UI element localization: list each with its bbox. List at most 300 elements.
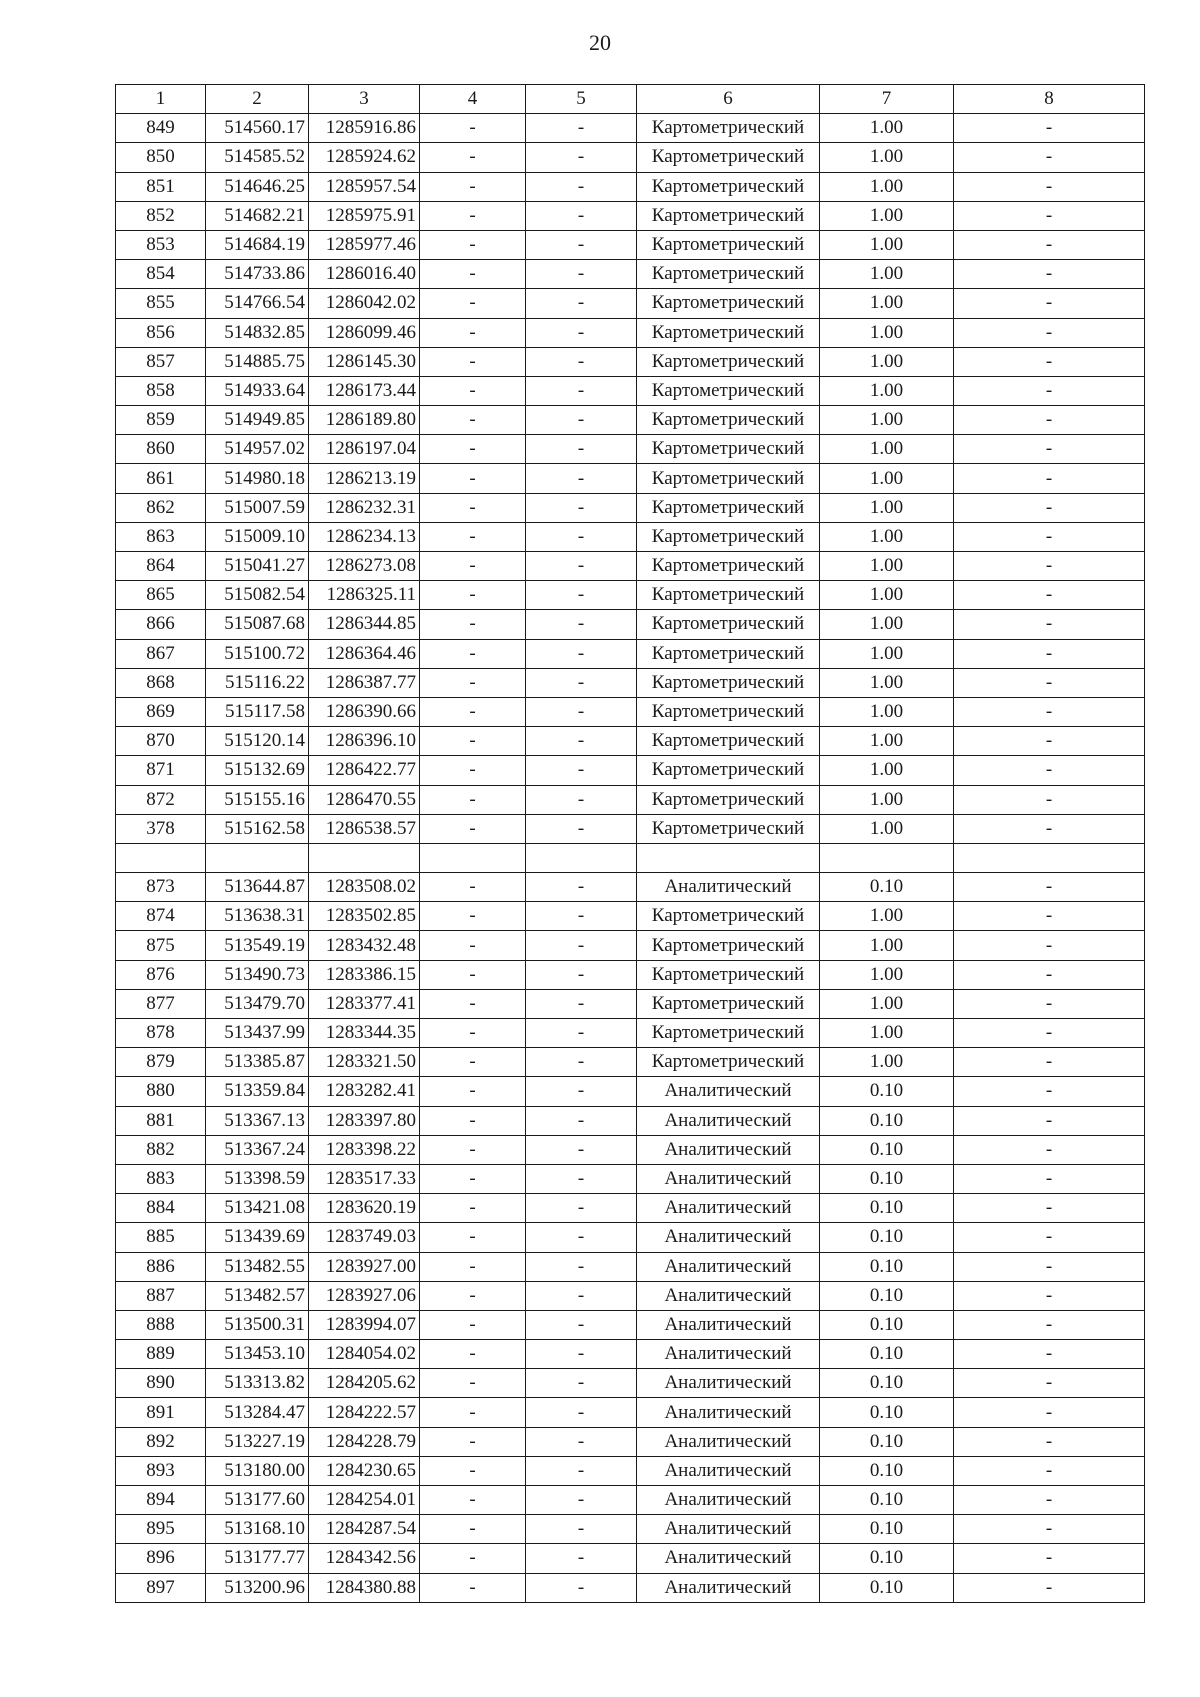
table-cell: -	[420, 960, 526, 989]
table-row	[116, 347, 1145, 376]
table-cell: -	[954, 1456, 1145, 1485]
table-cell: 1.00	[820, 1048, 954, 1077]
table-row	[116, 1427, 1145, 1456]
table-cell: -	[954, 1515, 1145, 1544]
table-cell: 513367.13	[206, 1106, 309, 1135]
table-row	[116, 1310, 1145, 1339]
table-row	[116, 1340, 1145, 1369]
table-cell: -	[420, 581, 526, 610]
table-cell: 1284287.54	[309, 1515, 420, 1544]
table-cell: 513644.87	[206, 873, 309, 902]
table-cell: -	[954, 1106, 1145, 1135]
table-cell: -	[526, 697, 637, 726]
table-cell: 1284342.56	[309, 1544, 420, 1573]
table-cell: 889	[116, 1340, 206, 1369]
table-cell: 1285977.46	[309, 230, 420, 259]
table-cell: 1284054.02	[309, 1340, 420, 1369]
table-cell: Картометрический	[637, 230, 820, 259]
table-cell: 514733.86	[206, 260, 309, 289]
table-cell: 1283321.50	[309, 1048, 420, 1077]
table-cell: 0.10	[820, 1194, 954, 1223]
table-cell: 0.10	[820, 1340, 954, 1369]
table-cell: 515007.59	[206, 493, 309, 522]
table-cell: -	[954, 581, 1145, 610]
table-cell: 515041.27	[206, 552, 309, 581]
table-cell: -	[954, 668, 1145, 697]
table-cell: 894	[116, 1486, 206, 1515]
table-cell: 896	[116, 1544, 206, 1573]
table-cell: 514682.21	[206, 201, 309, 230]
table-cell: 850	[116, 143, 206, 172]
table-cell: -	[526, 260, 637, 289]
table-cell: -	[954, 989, 1145, 1018]
table-cell: -	[526, 1194, 637, 1223]
table-cell: 1.00	[820, 1019, 954, 1048]
table-cell: 1286390.66	[309, 697, 420, 726]
table-cell: 1.00	[820, 785, 954, 814]
table-cell: -	[954, 1427, 1145, 1456]
table-cell: -	[526, 143, 637, 172]
table-row	[116, 552, 1145, 581]
table-cell: 1286189.80	[309, 406, 420, 435]
table-cell: 1286197.04	[309, 435, 420, 464]
table-cell: -	[420, 1223, 526, 1252]
table-cell: -	[420, 1456, 526, 1485]
table-cell: -	[420, 201, 526, 230]
table-cell: 515155.16	[206, 785, 309, 814]
table-cell: Аналитический	[637, 1310, 820, 1339]
table-cell: 1283620.19	[309, 1194, 420, 1223]
table-cell: 895	[116, 1515, 206, 1544]
table-cell: 872	[116, 785, 206, 814]
table-cell: -	[526, 318, 637, 347]
table-cell: 514885.75	[206, 347, 309, 376]
table-cell: -	[526, 1369, 637, 1398]
table-cell: 881	[116, 1106, 206, 1135]
table-cell: 1.00	[820, 639, 954, 668]
table-cell: 861	[116, 464, 206, 493]
table-cell: -	[954, 114, 1145, 143]
table-cell: 513177.77	[206, 1544, 309, 1573]
table-cell: -	[526, 668, 637, 697]
table-row	[116, 960, 1145, 989]
table-cell: 1286232.31	[309, 493, 420, 522]
table-cell: 0.10	[820, 1223, 954, 1252]
table-cell: 851	[116, 172, 206, 201]
table-cell: 513284.47	[206, 1398, 309, 1427]
table-cell: Картометрический	[637, 552, 820, 581]
table-cell: -	[420, 1310, 526, 1339]
table-cell: -	[420, 522, 526, 551]
table-cell: 514832.85	[206, 318, 309, 347]
table-cell: -	[526, 552, 637, 581]
table-row	[116, 172, 1145, 201]
table-cell: Картометрический	[637, 581, 820, 610]
table-cell: -	[420, 697, 526, 726]
coordinates-table	[115, 84, 1145, 1603]
table-cell: 1284254.01	[309, 1486, 420, 1515]
table-cell: 1.00	[820, 902, 954, 931]
table-cell: -	[420, 1252, 526, 1281]
table-cell: 859	[116, 406, 206, 435]
table-cell: -	[954, 960, 1145, 989]
table-row	[116, 318, 1145, 347]
table-cell: -	[420, 989, 526, 1018]
table-cell: 0.10	[820, 1456, 954, 1485]
table-cell: 1283398.22	[309, 1135, 420, 1164]
table-cell: 514949.85	[206, 406, 309, 435]
table-cell: 513439.69	[206, 1223, 309, 1252]
table-cell: 513180.00	[206, 1456, 309, 1485]
table-cell: -	[526, 522, 637, 551]
table-cell: 0.10	[820, 1252, 954, 1281]
table-cell: -	[954, 347, 1145, 376]
table-row	[116, 814, 1145, 843]
table-cell: 879	[116, 1048, 206, 1077]
table-cell: 515082.54	[206, 581, 309, 610]
table-cell: -	[954, 464, 1145, 493]
table-cell: Картометрический	[637, 143, 820, 172]
table-row	[116, 435, 1145, 464]
table-row	[116, 1048, 1145, 1077]
table-row	[116, 727, 1145, 756]
table-cell: 1283508.02	[309, 873, 420, 902]
table-cell: 0.10	[820, 1544, 954, 1573]
table-cell: 513453.10	[206, 1340, 309, 1369]
table-cell: 515116.22	[206, 668, 309, 697]
table-cell: -	[526, 347, 637, 376]
table-cell: -	[526, 289, 637, 318]
table-cell: 1285916.86	[309, 114, 420, 143]
table-cell: 1.00	[820, 697, 954, 726]
table-cell: 513177.60	[206, 1486, 309, 1515]
table-cell: -	[526, 1398, 637, 1427]
table-cell: 1.00	[820, 406, 954, 435]
table-cell: -	[954, 1019, 1145, 1048]
table-cell: 1.00	[820, 143, 954, 172]
table-cell: -	[420, 1398, 526, 1427]
table-cell: -	[420, 1544, 526, 1573]
table-cell: 1283502.85	[309, 902, 420, 931]
table-cell: 1285975.91	[309, 201, 420, 230]
page-number: 20	[589, 30, 611, 55]
table-cell: -	[526, 1135, 637, 1164]
table-cell: 513479.70	[206, 989, 309, 1018]
table-cell: 1284380.88	[309, 1573, 420, 1602]
table-cell: -	[526, 756, 637, 785]
table-cell: 513313.82	[206, 1369, 309, 1398]
table-row	[116, 843, 1145, 872]
table-row	[116, 522, 1145, 551]
table-cell: 1286145.30	[309, 347, 420, 376]
table-cell: -	[526, 1486, 637, 1515]
table-cell: 1283344.35	[309, 1019, 420, 1048]
table-cell: -	[420, 1486, 526, 1515]
table-cell: 513490.73	[206, 960, 309, 989]
table-cell: 0.10	[820, 1310, 954, 1339]
table-cell: Картометрический	[637, 1019, 820, 1048]
table-cell: 1285957.54	[309, 172, 420, 201]
table-row	[116, 756, 1145, 785]
table-cell: 1.00	[820, 376, 954, 405]
table-cell: -	[420, 1106, 526, 1135]
table-cell: 865	[116, 581, 206, 610]
table-cell: 1286173.44	[309, 376, 420, 405]
table-cell: Аналитический	[637, 873, 820, 902]
table-cell: 513359.84	[206, 1077, 309, 1106]
table-cell: 515009.10	[206, 522, 309, 551]
column-header: 8	[954, 85, 1145, 114]
table-cell: Картометрический	[637, 435, 820, 464]
table-cell: -	[954, 902, 1145, 931]
table-cell: -	[526, 727, 637, 756]
table-cell: -	[954, 727, 1145, 756]
table-cell: 514560.17	[206, 114, 309, 143]
table-cell: -	[954, 639, 1145, 668]
table-cell: -	[954, 756, 1145, 785]
table-cell: -	[420, 552, 526, 581]
table-cell: 1286538.57	[309, 814, 420, 843]
table-cell: -	[954, 143, 1145, 172]
table-cell: Аналитический	[637, 1077, 820, 1106]
table-cell: Аналитический	[637, 1164, 820, 1193]
table-cell: 849	[116, 114, 206, 143]
table-cell: 1.00	[820, 230, 954, 259]
table-cell: 866	[116, 610, 206, 639]
table-cell: -	[420, 931, 526, 960]
table-cell: Картометрический	[637, 318, 820, 347]
table-cell: -	[420, 1369, 526, 1398]
table-cell: 515162.58	[206, 814, 309, 843]
table-cell: 858	[116, 376, 206, 405]
table-cell: -	[954, 1310, 1145, 1339]
table-cell: 883	[116, 1164, 206, 1193]
table-cell: Картометрический	[637, 493, 820, 522]
table-cell: -	[420, 406, 526, 435]
table-cell: 1283749.03	[309, 1223, 420, 1252]
table-cell: 1.00	[820, 931, 954, 960]
column-header: 4	[420, 85, 526, 114]
table-cell: -	[954, 1544, 1145, 1573]
table-cell: -	[420, 114, 526, 143]
table-cell: 871	[116, 756, 206, 785]
table-cell: 513398.59	[206, 1164, 309, 1193]
table-cell: -	[420, 727, 526, 756]
table-cell: -	[954, 1194, 1145, 1223]
table-cell: -	[526, 376, 637, 405]
table-cell: 1286344.85	[309, 610, 420, 639]
table-cell: 893	[116, 1456, 206, 1485]
table-cell: 513168.10	[206, 1515, 309, 1544]
table-cell: -	[954, 785, 1145, 814]
table-cell: 514933.64	[206, 376, 309, 405]
table-cell	[637, 843, 820, 872]
column-header: 2	[206, 85, 309, 114]
table-cell: 1.00	[820, 347, 954, 376]
table-cell: -	[954, 697, 1145, 726]
table-cell: -	[954, 1369, 1145, 1398]
table-row	[116, 1019, 1145, 1048]
table-cell: -	[420, 435, 526, 464]
table-cell: 855	[116, 289, 206, 318]
table-cell: -	[420, 493, 526, 522]
table-cell: -	[420, 1573, 526, 1602]
table-cell: 513437.99	[206, 1019, 309, 1048]
table-cell: 513227.19	[206, 1427, 309, 1456]
table-cell: Аналитический	[637, 1427, 820, 1456]
table-cell: 0.10	[820, 1573, 954, 1602]
table-cell: Картометрический	[637, 347, 820, 376]
table-cell: 1284228.79	[309, 1427, 420, 1456]
table-cell: -	[954, 1573, 1145, 1602]
table-cell: 1283994.07	[309, 1310, 420, 1339]
table-row	[116, 873, 1145, 902]
table-row	[116, 989, 1145, 1018]
table-cell	[116, 843, 206, 872]
table-cell: Картометрический	[637, 376, 820, 405]
table-cell	[954, 843, 1145, 872]
table-row	[116, 931, 1145, 960]
table-cell	[820, 843, 954, 872]
table-cell: 0.10	[820, 1281, 954, 1310]
table-cell: -	[526, 114, 637, 143]
table-cell: 885	[116, 1223, 206, 1252]
table-cell: -	[954, 873, 1145, 902]
table-cell: 513549.19	[206, 931, 309, 960]
table-cell: -	[954, 1398, 1145, 1427]
table-row	[116, 1194, 1145, 1223]
table-cell: -	[526, 1427, 637, 1456]
table-cell: Картометрический	[637, 1048, 820, 1077]
table-cell: 868	[116, 668, 206, 697]
table-cell: 887	[116, 1281, 206, 1310]
table-row	[116, 1486, 1145, 1515]
table-cell: -	[526, 1515, 637, 1544]
table-cell: 888	[116, 1310, 206, 1339]
table-cell: -	[526, 1223, 637, 1252]
table-cell: 856	[116, 318, 206, 347]
table-cell: -	[526, 1077, 637, 1106]
table-cell: 854	[116, 260, 206, 289]
table-cell: 884	[116, 1194, 206, 1223]
table-cell: -	[526, 1544, 637, 1573]
table-cell: Картометрический	[637, 289, 820, 318]
table-cell: Аналитический	[637, 1456, 820, 1485]
table-cell: Картометрический	[637, 902, 820, 931]
table-cell: 890	[116, 1369, 206, 1398]
table-row	[116, 114, 1145, 143]
table-row	[116, 785, 1145, 814]
table-cell: 886	[116, 1252, 206, 1281]
table-cell: 514957.02	[206, 435, 309, 464]
table-row	[116, 1369, 1145, 1398]
table-cell: 892	[116, 1427, 206, 1456]
table-cell: -	[420, 814, 526, 843]
table-cell: Картометрический	[637, 727, 820, 756]
table-cell: -	[526, 1310, 637, 1339]
table-cell: 515117.58	[206, 697, 309, 726]
table-cell	[420, 843, 526, 872]
table-row	[116, 610, 1145, 639]
table-cell: -	[420, 668, 526, 697]
table-cell: -	[420, 873, 526, 902]
table-cell: 0.10	[820, 1427, 954, 1456]
table-cell: 1283927.06	[309, 1281, 420, 1310]
table-cell: -	[526, 931, 637, 960]
table-cell: 1286234.13	[309, 522, 420, 551]
table-cell: Картометрический	[637, 785, 820, 814]
table-cell: -	[420, 1048, 526, 1077]
table-cell: Картометрический	[637, 610, 820, 639]
table-cell: -	[526, 435, 637, 464]
table-cell: 1283432.48	[309, 931, 420, 960]
table-row	[116, 1164, 1145, 1193]
table-cell: 515120.14	[206, 727, 309, 756]
column-header: 3	[309, 85, 420, 114]
table-cell: -	[526, 960, 637, 989]
table-cell: -	[526, 785, 637, 814]
table-cell: 867	[116, 639, 206, 668]
table-cell: -	[954, 1164, 1145, 1193]
table-cell: -	[420, 260, 526, 289]
table-cell: 1.00	[820, 960, 954, 989]
table-cell: 514684.19	[206, 230, 309, 259]
table-row	[116, 1077, 1145, 1106]
table-cell: 862	[116, 493, 206, 522]
table-row	[116, 260, 1145, 289]
table-cell: 0.10	[820, 1369, 954, 1398]
table-cell: -	[526, 230, 637, 259]
table-cell: -	[954, 1135, 1145, 1164]
table-cell: Картометрический	[637, 668, 820, 697]
table-cell: -	[526, 201, 637, 230]
table-cell: 1283927.00	[309, 1252, 420, 1281]
table-cell: 875	[116, 931, 206, 960]
table-cell: 513482.55	[206, 1252, 309, 1281]
table-cell: -	[420, 902, 526, 931]
table-cell: 0.10	[820, 1486, 954, 1515]
table-cell: -	[954, 201, 1145, 230]
table-cell: -	[420, 347, 526, 376]
table-cell: 1.00	[820, 464, 954, 493]
table-cell: 878	[116, 1019, 206, 1048]
table-cell: -	[526, 1019, 637, 1048]
table-row	[116, 1515, 1145, 1544]
table-cell: -	[954, 814, 1145, 843]
table-cell: 1.00	[820, 522, 954, 551]
table-row	[116, 1223, 1145, 1252]
table-cell: 513638.31	[206, 902, 309, 931]
table-cell: 1283397.80	[309, 1106, 420, 1135]
table-cell: 1283377.41	[309, 989, 420, 1018]
table-cell: -	[954, 260, 1145, 289]
table-row	[116, 1252, 1145, 1281]
table-cell: Аналитический	[637, 1106, 820, 1135]
table-cell: -	[526, 610, 637, 639]
table-cell: 1.00	[820, 318, 954, 347]
table-cell: Картометрический	[637, 464, 820, 493]
table-row	[116, 1573, 1145, 1602]
table-cell: 869	[116, 697, 206, 726]
table-cell: -	[954, 522, 1145, 551]
table-cell: -	[526, 1164, 637, 1193]
table-cell: 1.00	[820, 289, 954, 318]
table-cell: -	[526, 581, 637, 610]
table-cell: 1284230.65	[309, 1456, 420, 1485]
table-cell	[206, 843, 309, 872]
table-cell: 0.10	[820, 1398, 954, 1427]
table-cell: Картометрический	[637, 260, 820, 289]
